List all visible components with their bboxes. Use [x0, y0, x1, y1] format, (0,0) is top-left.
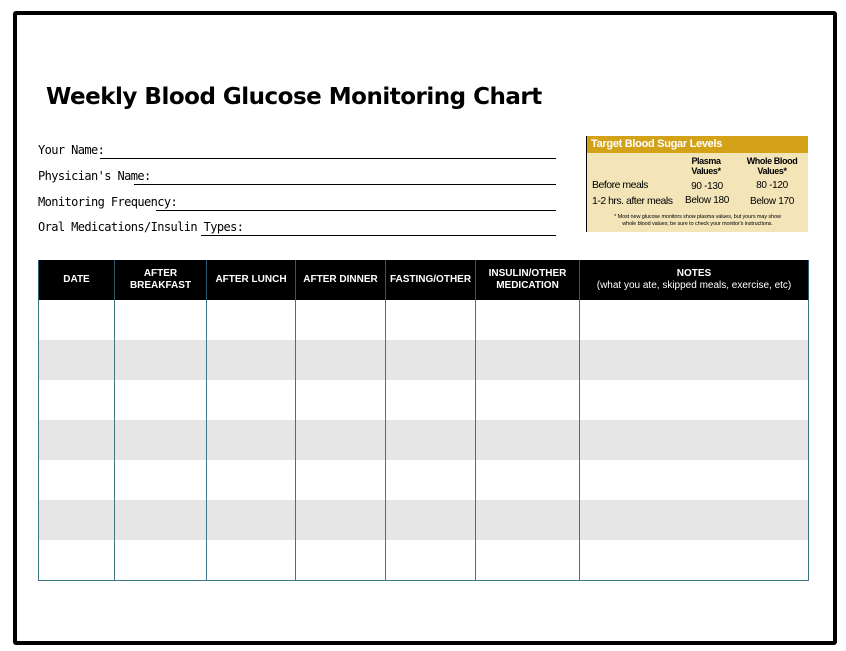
cell-insulin-medication[interactable]: [476, 500, 580, 540]
header-after-lunch: AFTER LUNCH: [207, 260, 296, 300]
cell-fasting-other[interactable]: [386, 420, 476, 460]
cell-after-breakfast[interactable]: [115, 540, 207, 581]
monitoring-frequency-field[interactable]: [38, 195, 556, 213]
cell-insulin-medication[interactable]: [476, 460, 580, 500]
before-meals-whole: 80 -120: [756, 180, 788, 191]
cell-after-breakfast[interactable]: [115, 380, 207, 420]
cell-notes[interactable]: [580, 340, 809, 380]
table-row: [39, 460, 809, 500]
before-meals-label: Before meals: [592, 179, 648, 191]
medications-label: Oral Medications/Insulin Types:: [38, 220, 244, 234]
table-row: [39, 500, 809, 540]
cell-date[interactable]: [39, 540, 115, 581]
your-name-field[interactable]: [38, 143, 556, 161]
monitoring-frequency-line[interactable]: [156, 210, 556, 211]
cell-insulin-medication[interactable]: [476, 300, 580, 340]
your-name-line[interactable]: [100, 158, 556, 159]
cell-fasting-other[interactable]: [386, 340, 476, 380]
table-row: [39, 540, 809, 581]
cell-notes[interactable]: [580, 460, 809, 500]
cell-after-dinner[interactable]: [296, 420, 386, 460]
target-levels-box: [586, 136, 808, 232]
medications-field[interactable]: [38, 220, 556, 238]
cell-after-lunch[interactable]: [207, 500, 296, 540]
header-after-dinner: AFTER DINNER: [296, 260, 386, 300]
cell-fasting-other[interactable]: [386, 500, 476, 540]
cell-date[interactable]: [39, 420, 115, 460]
cell-date[interactable]: [39, 380, 115, 420]
cell-after-breakfast[interactable]: [115, 340, 207, 380]
medications-line[interactable]: [201, 235, 556, 236]
header-notes: NOTES (what you ate, skipped meals, exercise, etc): [580, 260, 809, 300]
table-row: [39, 380, 809, 420]
cell-insulin-medication[interactable]: [476, 340, 580, 380]
header-after-breakfast: AFTER BREAKFAST: [115, 260, 207, 300]
monitoring-frequency-label: Monitoring Frequency:: [38, 195, 178, 209]
cell-insulin-medication[interactable]: [476, 420, 580, 460]
cell-insulin-medication[interactable]: [476, 540, 580, 581]
table-row: [39, 300, 809, 340]
cell-insulin-medication[interactable]: [476, 380, 580, 420]
cell-after-breakfast[interactable]: [115, 300, 207, 340]
cell-after-breakfast[interactable]: [115, 460, 207, 500]
after-meals-whole: Below 170: [750, 196, 794, 207]
cell-after-lunch[interactable]: [207, 300, 296, 340]
target-levels-heading: Target Blood Sugar Levels: [587, 136, 808, 153]
cell-fasting-other[interactable]: [386, 300, 476, 340]
cell-after-breakfast[interactable]: [115, 500, 207, 540]
cell-after-dinner[interactable]: [296, 300, 386, 340]
glucose-log-table: [38, 260, 809, 581]
cell-after-dinner[interactable]: [296, 340, 386, 380]
cell-after-lunch[interactable]: [207, 540, 296, 581]
cell-fasting-other[interactable]: [386, 460, 476, 500]
cell-date[interactable]: [39, 460, 115, 500]
cell-notes[interactable]: [580, 300, 809, 340]
cell-date[interactable]: [39, 340, 115, 380]
physician-name-field[interactable]: [38, 169, 556, 187]
before-meals-plasma: 90 -130: [691, 181, 723, 192]
page-title: Weekly Blood Glucose Monitoring Chart: [46, 84, 542, 110]
cell-after-dinner[interactable]: [296, 460, 386, 500]
cell-after-lunch[interactable]: [207, 380, 296, 420]
cell-notes[interactable]: [580, 540, 809, 581]
cell-date[interactable]: [39, 500, 115, 540]
cell-after-breakfast[interactable]: [115, 420, 207, 460]
header-fasting-other: FASTING/OTHER: [386, 260, 476, 300]
after-meals-label: 1-2 hrs. after meals: [592, 195, 673, 207]
whole-blood-column-header: Whole Blood Values*: [746, 156, 798, 176]
cell-after-dinner[interactable]: [296, 380, 386, 420]
target-note: * Most new glucose monitors show plasma values, but yours may show whole blood values; be sure to check your monitor's instructions.: [614, 214, 781, 227]
cell-fasting-other[interactable]: [386, 380, 476, 420]
cell-fasting-other[interactable]: [386, 540, 476, 581]
cell-date[interactable]: [39, 300, 115, 340]
table-row: [39, 420, 809, 460]
cell-after-dinner[interactable]: [296, 540, 386, 581]
your-name-label: Your Name:: [38, 143, 105, 157]
cell-after-lunch[interactable]: [207, 340, 296, 380]
plasma-column-header: Plasma Values*: [691, 156, 721, 176]
cell-notes[interactable]: [580, 500, 809, 540]
header-insulin-medication: INSULIN/OTHER MEDICATION: [476, 260, 580, 300]
physician-name-label: Physician's Name:: [38, 169, 151, 183]
header-date: DATE: [39, 260, 115, 300]
cell-after-lunch[interactable]: [207, 460, 296, 500]
table-row: [39, 340, 809, 380]
physician-name-line[interactable]: [134, 184, 556, 185]
cell-after-lunch[interactable]: [207, 420, 296, 460]
table-header-row: [39, 260, 809, 300]
after-meals-plasma: Below 180: [685, 195, 729, 206]
cell-notes[interactable]: [580, 420, 809, 460]
cell-after-dinner[interactable]: [296, 500, 386, 540]
cell-notes[interactable]: [580, 380, 809, 420]
